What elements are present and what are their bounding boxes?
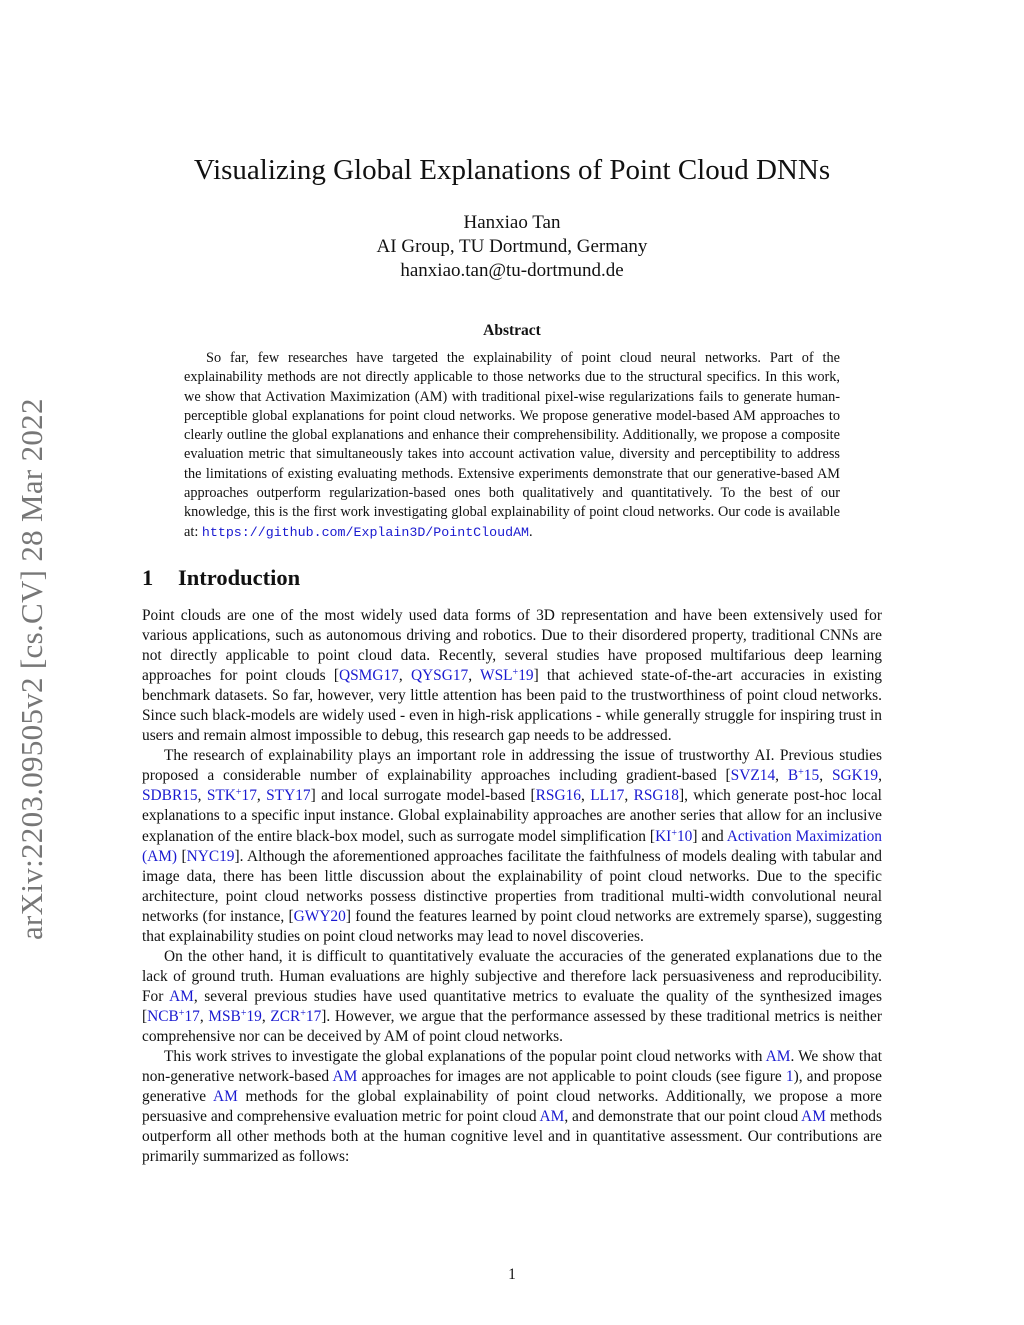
text-span: ], which generate post-hoc local explanations to a specific input instance. Global explainability approaches are another series that allow for an inclusive explanation of the entire black-box model, such as surrogate model simplification [ [142, 787, 882, 845]
citation-link[interactable]: NYC19 [186, 847, 235, 865]
abstract-end: . [529, 523, 533, 540]
text-span: methods outperform all other methods both at the human cognitive level and in quantitative assessment. Our contributions are primarily summarized as follows: [142, 1108, 882, 1166]
text-span: , several previous studies have used quantitative metrics to evaluate the quality of the synthesized images [ [142, 987, 882, 1025]
paragraph-4 [142, 1047, 882, 1167]
acronym-link[interactable]: AM [765, 1048, 791, 1066]
text-span: ]. Although the aforementioned approaches facilitate the faithfulness of models dealing with tabular and image data, there has been little discussion about the explainability of point cloud networks. Due to the specific architecture, point cloud networks possess distinctive properties from traditional multi-width convolutional neural networks (for instance, [ [142, 847, 882, 925]
citation-link[interactable]: LL17 [590, 787, 625, 805]
citation-link[interactable] [147, 1008, 200, 1025]
abstract-heading: Abstract [483, 322, 541, 339]
paper-title: Visualizing Global Explanations of Point Cloud DNNs [193, 154, 831, 186]
citation-text: ZCR [270, 1007, 301, 1025]
acronym-link[interactable]: AM [212, 1088, 238, 1106]
text-span: ), and propose generative [142, 1068, 882, 1106]
paragraph-2 [142, 746, 882, 946]
citation-sup: + [798, 767, 804, 779]
abstract-body: So far, few researches have targeted the explainability of point cloud neural networks. Part of the explainability methods are not directly applicable to those networks due to the structural specifics. In this work, we show that Activation Maximization (AM) with traditional pixel-wise regularizations fails to generate human-perceptible global explanations for point cloud networks. We propose generative model-based AM approaches to clearly outline the global explanations and enhance their comprehensibility. Additionally, we propose a composite evaluation metric that simultaneously takes into account activation value, diversity and perceptibility to address the limitations of existing evaluating methods. Extensive experiments demonstrate that our generative-based AM approaches outperform regularization-based ones both qualitatively and quantitatively. To the best of our knowledge, this is the first work investigating global explainability of point cloud networks. Our code is available at: [184, 350, 840, 540]
citation-link[interactable] [788, 767, 819, 784]
text-span: ]. However, we argue that the performance assessed by these traditional metrics is neither comprehensive nor can be deceived by AM of point cloud networks. [142, 1007, 883, 1045]
citation-sup: + [512, 667, 519, 679]
citation-link[interactable] [207, 787, 257, 804]
author-email: hanxiao.tan@tu-dortmund.de [400, 260, 624, 281]
text-span: , [261, 1007, 271, 1025]
acronym-link[interactable]: AM [801, 1108, 826, 1126]
text-span: ] and local surrogate model-based [ [310, 787, 536, 805]
text-span: . We show that non-generative network-based [142, 1048, 882, 1086]
citation-link[interactable] [655, 828, 692, 845]
citation-link[interactable]: GWY20 [293, 907, 346, 925]
citation-text: MSB [208, 1007, 241, 1025]
citation-link[interactable] [270, 1008, 321, 1025]
text-span: , [398, 667, 411, 685]
citation-text: KI [655, 827, 672, 845]
text-span: , [197, 787, 207, 805]
citation-link[interactable]: QSMG17 [339, 667, 399, 685]
citation-sup: + [300, 1007, 306, 1019]
citation-text: 15 [803, 767, 820, 785]
text-span: The research of explainability plays an important role in addressing the issue of trustworthy AI. Previous studies proposed a considerable number of explainability approaches including gradient-based [ [142, 747, 882, 785]
text-span: , [468, 667, 481, 685]
text-span: methods for the global explainability of point cloud networks. Additionally, we propose a more persuasive and comprehensive evaluation metric for point cloud [142, 1088, 882, 1126]
abstract-text [184, 349, 840, 542]
acronym-link[interactable]: AM [332, 1068, 358, 1086]
code-link[interactable]: https://github.com/Explain3D/PointCloudAM [201, 524, 530, 540]
section-heading [142, 563, 300, 593]
text-span: , [878, 767, 882, 785]
text-span: This work strives to investigate the global explanations of the popular point cloud networks with [164, 1048, 766, 1066]
citation-text: 17 [305, 1007, 322, 1025]
citation-link[interactable]: QYSG17 [410, 667, 469, 685]
text-span: , [580, 787, 591, 805]
author-affiliation: AI Group, TU Dortmund, Germany [376, 236, 648, 257]
citation-text: 17 [241, 787, 257, 805]
acronym-link[interactable]: AM [539, 1108, 565, 1126]
text-span: On the other hand, it is difficult to quantitatively evaluate the accuracies of the generated explanations due to the lack of ground truth. Human evaluations are highly subjective and therefore lack persuasiveness and reproducibility. For [142, 947, 882, 1005]
citation-link[interactable]: RSG16 [535, 787, 581, 805]
figure-link[interactable]: 1 [785, 1068, 794, 1086]
text-span: ] found the features learned by point cloud networks are extremely sparse), suggesting that explainability studies on point cloud networks may lead to novel discoveries. [142, 907, 882, 945]
citation-text: STK [206, 787, 236, 805]
citation-link[interactable] [480, 667, 534, 684]
author-name: Hanxiao Tan [463, 212, 561, 233]
citation-sup: + [671, 827, 677, 839]
author-block [0, 211, 1024, 283]
paragraph-1 [142, 606, 882, 746]
section-number: 1 [142, 565, 154, 590]
text-span: , [256, 787, 267, 805]
introduction-body [142, 606, 882, 1167]
citation-sup: + [240, 1007, 247, 1019]
page-number: 1 [508, 1266, 516, 1283]
citation-text: 10 [676, 827, 693, 845]
text-span: , [624, 787, 634, 805]
citation-link[interactable]: SDBR15 [142, 787, 198, 805]
arxiv-identifier: arXiv:2203.09505v2 [cs.CV] 28 Mar 2022 [14, 398, 49, 940]
citation-link[interactable]: STY17 [266, 787, 311, 805]
citation-text: 19 [518, 667, 534, 685]
text-span: ] that achieved state-of-the-art accuracies in existing benchmark datasets. So far, however, very little attention has been paid to the trustworthiness of point cloud networks. Since such black-models are widely used - even in high-risk applications - while generally struggle for inspiring trust in users and remain almost impossible to debug, this research gap needs to be addressed. [142, 667, 882, 745]
citation-sup: + [235, 787, 242, 799]
text-span: , [775, 767, 788, 785]
citation-link[interactable]: RSG18 [633, 787, 679, 805]
citation-sup: + [178, 1007, 185, 1019]
section-title: Introduction [178, 565, 301, 590]
text-span: , and demonstrate that our point cloud [564, 1108, 802, 1126]
citation-link[interactable] [208, 1008, 262, 1025]
citation-link[interactable]: SGK19 [831, 767, 879, 785]
text-span: approaches for images are not applicable to point clouds (see figure [357, 1068, 786, 1086]
acronym-link[interactable]: Activation Maximization (AM) [142, 827, 882, 865]
acronym-link[interactable]: AM [169, 987, 194, 1005]
citation-text: NCB [147, 1007, 179, 1025]
citation-text: B [787, 767, 799, 785]
text-span: , [199, 1007, 209, 1025]
citation-text: 17 [184, 1007, 200, 1025]
citation-text: 19 [246, 1007, 262, 1025]
text-span: Point clouds are one of the most widely used data forms of 3D representation and have been extensively used for various applications, such as autonomous driving and robotics. Due to their disordered property, traditional CNNs are not directly applicable to point cloud data. Recently, several studies have proposed multifarious deep learning approaches for point clouds [ [142, 607, 882, 685]
text-span: [ [177, 847, 187, 865]
citation-text: WSL [480, 667, 513, 685]
text-span: , [819, 767, 832, 785]
text-span: ] and [692, 827, 727, 845]
citation-link[interactable]: SVZ14 [730, 767, 776, 785]
paragraph-3 [142, 947, 882, 1047]
